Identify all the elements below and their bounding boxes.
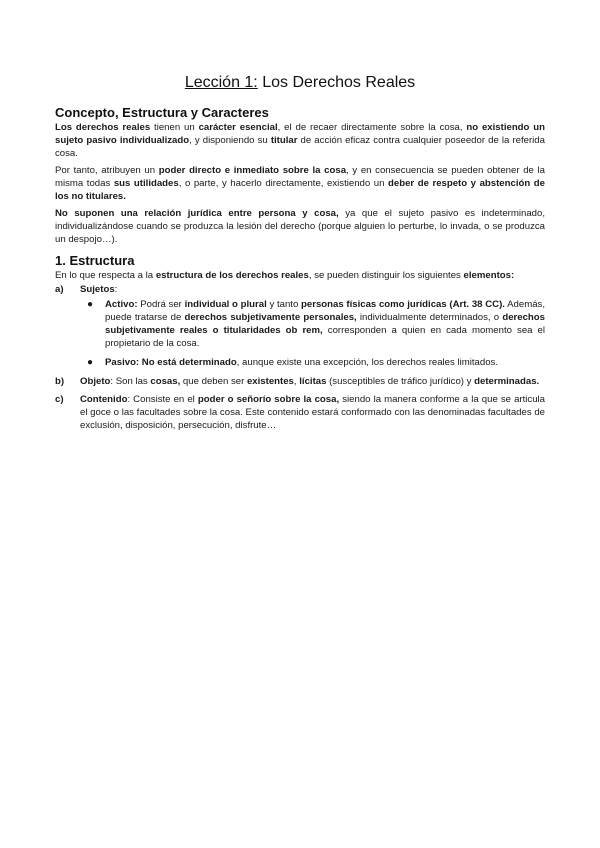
text-run: derechos subjetivamente reales o titularidades ob rem, — [105, 312, 545, 336]
text-run: Sujetos — [80, 284, 115, 295]
text-run: En lo que respecta a la — [55, 270, 156, 281]
text-run: lícitas — [299, 376, 327, 387]
bullet-activo-text — [105, 299, 545, 349]
bullet-icon: ● — [87, 357, 94, 368]
text-run: , — [293, 376, 300, 387]
text-run: Activo: — [105, 299, 138, 310]
text-run: individual o plural — [184, 299, 267, 310]
text-run: tienen un — [150, 122, 199, 133]
text-run: no existiendo un sujeto pasivo individualizado — [55, 122, 545, 146]
text-run: , el de recaer directamente sobre la cosa, — [277, 122, 467, 133]
text-run: deber de respeto y abstención de los no titulares. — [55, 178, 545, 202]
contenido-text — [80, 394, 545, 431]
text-run: : Consiste en el — [127, 394, 198, 405]
text-run: : — [114, 284, 118, 295]
text-run: Además, puede tratarse de — [105, 299, 545, 323]
list-item-sujetos — [55, 283, 545, 369]
text-run: poder o señorío sobre la cosa, — [197, 394, 340, 405]
lesson-name: Los Derechos Reales — [257, 74, 416, 91]
text-run: poder directo e inmediato sobre la cosa — [158, 165, 347, 176]
text-run: de acción eficaz contra cualquier poseedor de la referida cosa. — [55, 135, 545, 159]
estructura-heading: 1. Estructura — [55, 253, 135, 268]
text-run: , y en consecuencia se pueden obtener de la misma todas — [55, 165, 545, 189]
text-run: (susceptibles de tráfico jurídico) y — [326, 376, 475, 387]
text-run: derechos subjetivamente personales, — [184, 312, 357, 323]
list-marker: a) — [55, 284, 64, 295]
objeto-text — [80, 376, 539, 387]
intro-paragraph-2 — [55, 164, 545, 203]
text-run: Los derechos reales — [55, 122, 151, 133]
list-item-objeto — [55, 375, 545, 388]
text-run: : Son las — [110, 376, 151, 387]
text-run: ya que el sujeto pasivo es indeterminado, individualizándose cuando se produzca la lesión del derecho (porque alguien lo perturbe, lo invada, o se produzca un despojo…). — [55, 208, 545, 245]
lesson-number: Lección 1: — [184, 74, 258, 91]
text-run: , aunque existe una excepción, los derechos reales limitados. — [236, 357, 499, 368]
text-run: individualmente determinados, o — [356, 312, 503, 323]
text-run: estructura de los derechos reales — [155, 270, 309, 281]
list-marker: b) — [55, 376, 65, 387]
text-run: y tanto — [266, 299, 302, 310]
bullet-pasivo — [80, 356, 545, 369]
text-run: Pasivo: No está determinado — [105, 357, 237, 368]
intro-paragraph-1 — [55, 121, 545, 160]
text-run: Objeto — [80, 376, 111, 387]
text-run: No suponen una relación jurídica entre persona y cosa, — [55, 208, 339, 219]
text-run: Contenido — [80, 394, 128, 405]
text-run: carácter esencial — [198, 122, 278, 133]
text-run: cosas, — [150, 376, 181, 387]
document-body — [55, 104, 545, 437]
list-item-contenido — [55, 393, 545, 432]
text-run: elementos: — [463, 270, 515, 281]
text-run: determinadas. — [474, 376, 540, 387]
text-run: Por tanto, atribuyen un — [55, 165, 159, 176]
lesson-title — [0, 73, 600, 93]
estructura-lead — [55, 269, 545, 282]
text-run: titular — [270, 135, 298, 146]
text-run: , y disponiendo su — [189, 135, 271, 146]
bullet-pasivo-text — [105, 357, 498, 368]
text-run: corresponden a quien en cada momento sea el propietario de la cosa. — [105, 325, 546, 349]
text-run: siendo la manera conforme a la que se articula el goce o las facultades sobre la cosa. Este contenido estará conformado con las denominadas facultades de exclusión, disposición, persecución, disfrute… — [80, 394, 545, 431]
text-run: que deben ser — [180, 376, 247, 387]
text-run: Podrá ser — [137, 299, 185, 310]
sujetos-label — [80, 283, 545, 296]
text-run: personas físicas como jurídicas (Art. 38 CC). — [301, 299, 505, 310]
intro-heading: Concepto, Estructura y Caracteres — [55, 105, 269, 120]
bullet-activo — [80, 298, 545, 350]
bullet-icon: ● — [87, 299, 94, 310]
text-run: , o parte, y hacerlo directamente, existiendo un — [178, 178, 389, 189]
text-run: existentes — [246, 376, 294, 387]
text-run: , se pueden distinguir los siguientes — [308, 270, 464, 281]
list-marker: c) — [55, 394, 64, 405]
text-run: sus utilidades — [113, 178, 179, 189]
intro-paragraph-3 — [55, 207, 545, 246]
